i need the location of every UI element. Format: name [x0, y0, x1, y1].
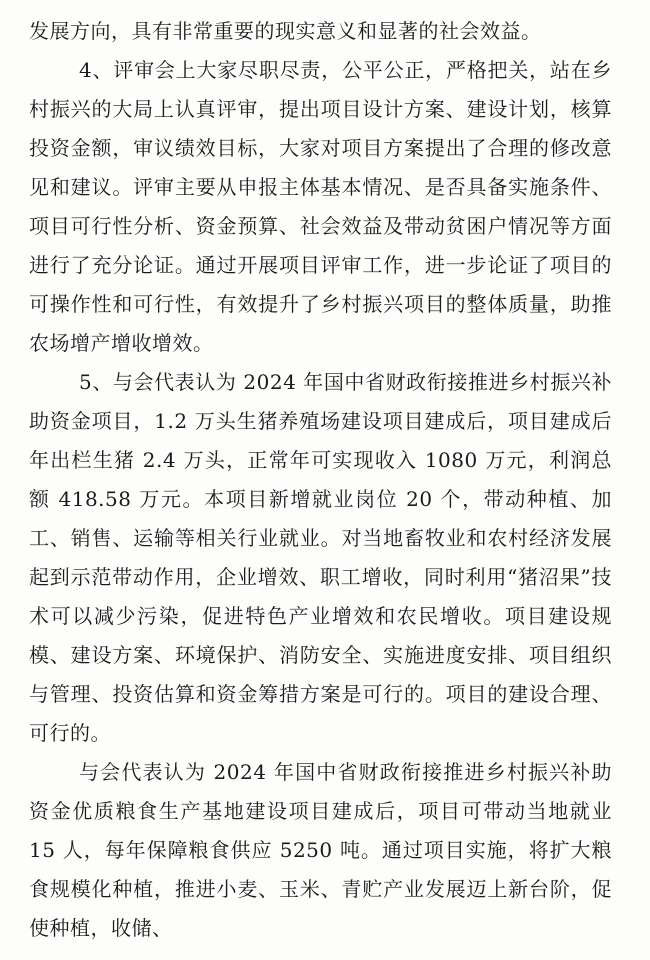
paragraph-item-5: 5、与会代表认为 2024 年国中省财政衔接推进乡村振兴补助资金项目，1.2 万头生猪养殖场建设项目建成后，项目建成后年出栏生猪 2.4 万头，正常年可实现收入 1080 万元，利润总额 418.58 万元。本项目新增就业岗位 20 个，带动种植、加工、销售、运输等相关行业就业。对当地畜牧业和农村经济发展起到示范带动作用，企业增效、职工增收，同时利用“猪沼果”技术可以减少污染，促进特色产业增效和农民增收。项目建设规模、建设方案、环境保护、消防安全、实施进度安排、项目组织与管理、投资估算和资金筹措方案是可行的。项目的建设合理、可行的。 [29, 370, 612, 745]
paragraph-grain-base: 与会代表认为 2024 年国中省财政衔接推进乡村振兴补助资金优质粮食生产基地建设项目建成后，项目可带动当地就业 15 人，每年保障粮食供应 5250 吨。通过项目实施，将扩大粮食规模化种植，推进小麦、玉米、青贮产业发展迈上新台阶，促使种植，收储、 [29, 760, 612, 940]
paragraph-intro-continuation: 发展方向，具有非常重要的现实意义和显著的社会效益。 [29, 19, 542, 43]
paragraph-item-4: 4、评审会上大家尽职尽责，公平公正，严格把关，站在乡村振兴的大局上认真评审，提出项目设计方案、建设计划，核算投资金额，审议绩效目标，大家对项目方案提出了合理的修改意见和建议。评审主要从申报主体基本情况、是否具备实施条件、项目可行性分析、资金预算、社会效益及带动贫困户情况等方面进行了充分论证。通过开展项目评审工作，进一步论证了项目的可操作性和可行性，有效提升了乡村振兴项目的整体质量，助推农场增产增收增效。 [29, 58, 612, 355]
